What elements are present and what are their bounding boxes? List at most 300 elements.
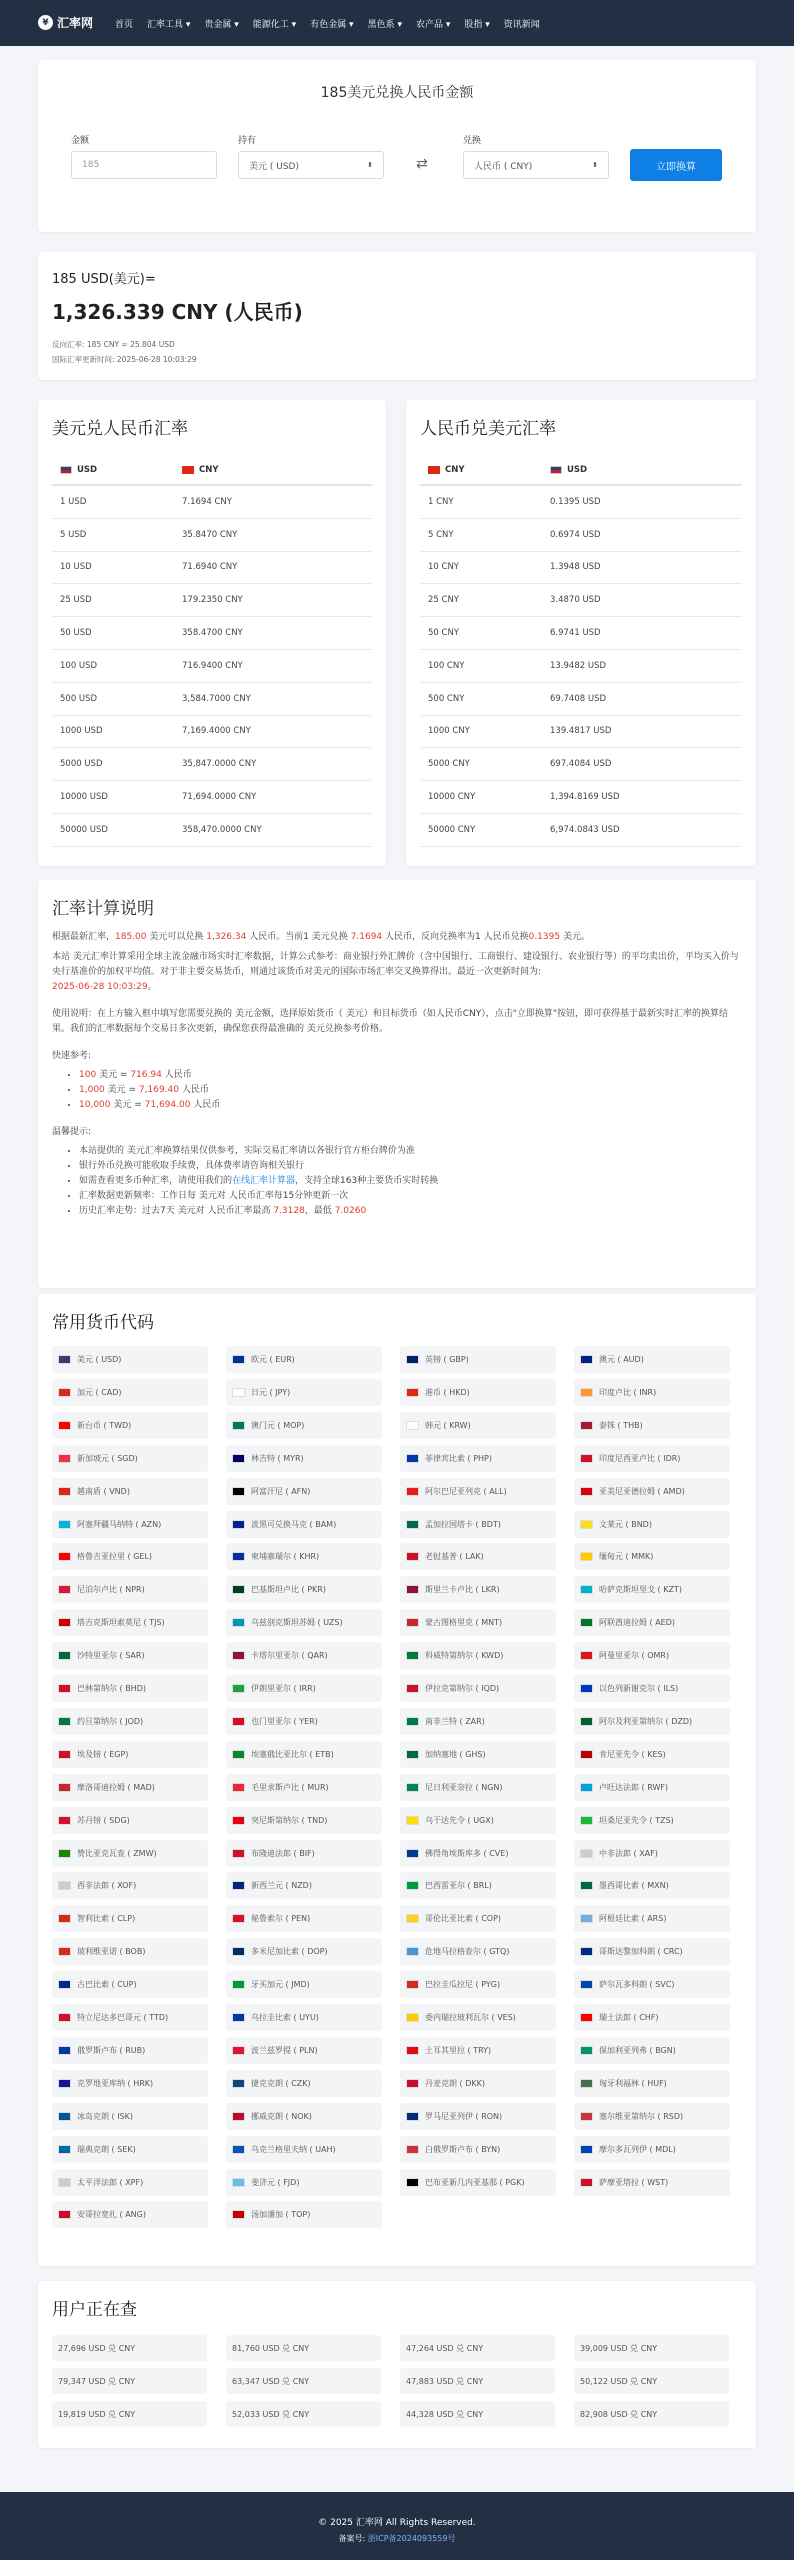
currency-code-item[interactable] [400,1840,556,1867]
currency-code-item[interactable] [52,1938,208,1965]
nav-item[interactable]: 有色金属 ▾ [310,20,354,30]
currency-code-item[interactable] [52,1905,208,1932]
currency-code-item[interactable] [574,1511,730,1538]
currency-code-item[interactable] [226,1412,382,1439]
flag-icon [406,2079,419,2088]
site-logo[interactable] [38,14,93,31]
table-cell: 1 USD [60,496,87,507]
flag-icon [580,1487,593,1496]
currency-code-item[interactable] [52,1872,208,1899]
recent-query-item[interactable]: 39,009 USD 兑 CNY [574,2335,729,2361]
text: 美元 = [113,1100,145,1110]
currency-code-item[interactable] [52,1774,208,1801]
flag-icon [406,1454,419,1463]
currency-code-item[interactable] [226,1840,382,1867]
currency-code-item[interactable] [52,2037,208,2064]
nav-item[interactable]: 能源化工 ▾ [252,20,297,30]
currency-code-item[interactable] [400,1971,556,1998]
table-cell: 1,394.8169 USD [550,792,620,803]
currency-code-item[interactable] [574,1642,730,1669]
currency-name: 印度卢比 ( INR) [599,1387,657,1397]
currency-name: 古巴比索 ( CUP) [77,1980,137,1990]
cn-flag-icon [428,466,440,474]
flag-icon [406,1552,419,1561]
from-currency-select[interactable] [238,151,384,179]
amount: 185.00 [115,932,147,942]
flag-icon [232,1618,245,1627]
currency-code-item[interactable] [52,1346,208,1373]
table-cell: 25 USD [60,595,92,606]
text: ，支持全球163种主要货币实时转换 [295,1176,439,1186]
flag-icon [406,1849,419,1858]
footer [0,2492,794,2560]
currency-name: 新西兰元 ( NZD) [251,1881,312,1891]
nav-links [115,17,540,30]
currency-code-item[interactable] [52,1675,208,1702]
currency-code-item[interactable] [400,2136,556,2163]
flag-icon [232,2013,245,2022]
currency-code-item[interactable] [226,1971,382,1998]
currency-code-item[interactable] [400,1543,556,1570]
currency-code-item[interactable] [226,1872,382,1899]
currency-code-item[interactable] [226,1708,382,1735]
currency-code-item[interactable] [574,1708,730,1735]
flag-icon [58,1552,71,1561]
convert-button[interactable]: 立即换算 [630,149,722,181]
currency-code-item[interactable] [226,1609,382,1636]
currency-code-item[interactable] [52,1840,208,1867]
flag-icon [406,1914,419,1923]
currency-name: 智利比索 ( CLP) [77,1914,136,1924]
flag-icon [580,1355,593,1364]
tips-title: 温馨提示: [52,1127,92,1137]
currency-name: 白俄罗斯卢布 ( BYN) [425,2144,501,2154]
flag-icon [406,1750,419,1759]
currency-name: 毛里求斯卢比 ( MUR) [251,1782,329,1792]
currency-code-item[interactable] [400,2103,556,2130]
currency-code-item[interactable] [400,1412,556,1439]
currency-code-item[interactable] [52,2169,208,2196]
table-row [52,683,372,716]
currency-name: 约旦第纳尔 ( JOD) [77,1716,144,1726]
currency-name: 卢旺达法郎 ( RWF) [599,1782,669,1792]
amount-input[interactable]: 185 [71,151,217,179]
currency-code-item[interactable] [400,1872,556,1899]
flag-icon [232,1849,245,1858]
currency-name: 阿联酋迪拉姆 ( AED) [599,1618,676,1628]
currency-code-item[interactable] [400,2070,556,2097]
flag-icon [58,2178,71,2187]
currency-code-item[interactable] [400,1774,556,1801]
flag-icon [232,2112,245,2121]
currency-code-item[interactable] [574,1346,730,1373]
nav-item[interactable]: 汇率工具 ▾ [147,20,191,30]
flag-icon [232,1816,245,1825]
currency-name: 阿尔及利亚第纳尔 ( DZD) [599,1716,693,1726]
flag-icon [232,1914,245,1923]
currency-code-item[interactable] [400,2037,556,2064]
currency-name: 尼泊尔卢比 ( NPR) [77,1585,145,1595]
text: ，最低 [304,1206,335,1216]
flag-icon [232,2145,245,2154]
currency-code-item[interactable] [226,1774,382,1801]
flag-icon [232,1454,245,1463]
currency-code-item[interactable] [574,1905,730,1932]
amount: 716.94 [130,1070,162,1080]
table-row [52,617,372,650]
currency-code-item[interactable] [226,1511,382,1538]
currency-name: 卡塔尔里亚尔 ( QAR) [251,1651,328,1661]
currency-code-item[interactable] [400,1445,556,1472]
currency-code-item[interactable] [574,1840,730,1867]
currency-name: 沙特里亚尔 ( SAR) [77,1651,145,1661]
currency-code-item[interactable] [574,2037,730,2064]
flag-icon [580,2145,593,2154]
currency-code-item[interactable] [52,1741,208,1768]
currency-name: 菲律宾比索 ( PHP) [425,1453,492,1463]
table-cell: 6.9741 USD [550,628,601,639]
currency-name: 美元 ( USD) [77,1355,122,1364]
currency-code-item[interactable] [574,1807,730,1834]
currency-code-item[interactable] [52,1609,208,1636]
currency-code-item[interactable] [574,1412,730,1439]
currency-code-item[interactable] [574,1872,730,1899]
currency-name: 多米尼加比索 ( DOP) [251,1947,328,1957]
currency-code-item[interactable] [226,1543,382,1570]
flag-icon [580,1816,593,1825]
currency-name: 太平洋法郎 ( XPF) [77,2177,144,2187]
flag-icon [406,1355,419,1364]
update-time: 国际汇率更新时间: 2025-06-28 10:03:29 [52,355,197,364]
recent-query-item[interactable]: 19,819 USD 兑 CNY [52,2401,207,2427]
flag-icon [406,1618,419,1627]
icp-link[interactable]: 浙ICP备2024093559号 [367,2534,456,2543]
currency-name: 佛得角埃斯库多 ( CVE) [425,1848,509,1858]
currency-code-item[interactable] [226,1741,382,1768]
currency-codes-title: 常用货币代码 [52,1313,154,1333]
nav-item[interactable]: 贵金属 ▾ [204,20,239,30]
currency-code-item[interactable] [226,2004,382,2031]
currency-code-item[interactable] [226,1642,382,1669]
recent-query-item[interactable]: 44,328 USD 兑 CNY [400,2401,555,2427]
table-cell: 35,847.0000 CNY [182,759,257,770]
currency-code-item[interactable] [52,1708,208,1735]
currency-code-item[interactable] [52,1543,208,1570]
table-header [52,456,372,486]
currency-name: 埃塞俄比亚比尔 ( ETB) [251,1749,334,1759]
table-row [52,716,372,749]
flag-icon [406,2013,419,2022]
currency-code-item[interactable] [226,2201,382,2228]
flag-icon [232,1388,245,1397]
currency-code-item[interactable] [52,2136,208,2163]
currency-name: 安哥拉宽扎 ( ANG) [77,2210,146,2220]
quick-ref-list [52,1068,742,1113]
nav-item[interactable]: 农产品 ▾ [415,20,451,30]
currency-name: 萨尔瓦多科朗 ( SVC) [599,1980,675,1990]
flag-icon [232,1487,245,1496]
currency-code-item[interactable] [400,2004,556,2031]
currency-code-item[interactable] [400,1576,556,1603]
currency-name: 南非兰特 ( ZAR) [425,1716,485,1726]
currency-code-item[interactable] [400,1675,556,1702]
update-time: 2025-06-28 10:03:29 [52,982,148,992]
list-item: • 汇率数据更新频率：工作日每 美元对 人民币汇率每15分钟更新一次 [79,1189,742,1204]
flag-icon [406,1947,419,1956]
currency-name: 澳门元 ( MOP) [251,1420,305,1430]
currency-name: 坦桑尼亚先令 ( TZS) [599,1815,674,1825]
currency-code-item[interactable] [226,2070,382,2097]
currency-name: 孟加拉国塔卡 ( BDT) [425,1519,501,1529]
currency-code-item[interactable] [574,1971,730,1998]
nav-item[interactable]: 股指 ▾ [464,20,490,30]
rate-summary [52,930,742,945]
currency-code-item[interactable] [400,1938,556,1965]
currency-code-item[interactable] [226,2103,382,2130]
table-cell: 500 USD [60,693,98,704]
currency-code-item[interactable] [226,1675,382,1702]
currency-name: 埃及镑 ( EGP) [77,1749,129,1759]
currency-code-item[interactable] [400,1741,556,1768]
flag-icon [580,1914,593,1923]
text: 根据最新汇率， [52,932,116,942]
table-cell: 3.4870 USD [550,595,601,606]
flag-icon [58,1388,71,1397]
flag-icon [232,1980,245,1989]
currency-code-item[interactable] [574,1774,730,1801]
flag-icon [232,1520,245,1529]
explanation-body [52,930,742,1219]
currency-code-item[interactable] [226,1379,382,1406]
recent-query-item[interactable]: 47,883 USD 兑 CNY [400,2368,555,2394]
currency-code-item[interactable] [574,1938,730,1965]
currency-code-item[interactable] [226,2169,382,2196]
flag-icon [406,2046,419,2055]
currency-code-item[interactable] [574,1543,730,1570]
currency-name: 特立尼达多巴哥元 ( TTD) [77,2013,169,2022]
swap-icon[interactable]: ⇄ [416,156,428,172]
currency-code-item[interactable] [226,1807,382,1834]
currency-name: 摩尔多瓦列伊 ( MDL) [599,2144,676,2154]
currency-code-item[interactable] [52,2201,208,2228]
currency-code-item[interactable] [226,1938,382,1965]
flag-icon [232,1947,245,1956]
flag-icon [58,1816,71,1825]
currency-code-item[interactable] [400,1511,556,1538]
table-cell: 5 CNY [428,529,454,540]
nav-item[interactable]: 资讯新闻 [503,20,540,30]
table-header [420,456,742,486]
currency-code-item[interactable] [226,1576,382,1603]
converter-title: 185美元兑换人民币金额 [320,85,474,101]
flag-icon [58,1355,71,1364]
currency-name: 保加利亚列弗 ( BGN) [599,2045,676,2055]
currency-code-item[interactable] [574,1478,730,1505]
flag-icon [58,2210,71,2219]
currency-code-item[interactable] [52,1379,208,1406]
table-cell: 7.1694 CNY [182,496,232,507]
tips-list [52,1144,742,1219]
currency-name: 巴林第纳尔 ( BHD) [77,1684,146,1693]
currency-code-item[interactable] [574,1675,730,1702]
recent-query-item[interactable]: 27,696 USD 兑 CNY [52,2335,207,2361]
column-header: USD [77,465,98,475]
flag-icon [406,1684,419,1693]
currency-code-item[interactable] [400,1708,556,1735]
currency-code-item[interactable] [52,1478,208,1505]
currency-code-item[interactable] [574,1445,730,1472]
currency-code-item[interactable] [574,1379,730,1406]
currency-code-item[interactable] [226,1346,382,1373]
currency-name: 缅甸元 ( MMK) [599,1552,654,1562]
flag-icon [58,1914,71,1923]
table-cell: 5000 USD [60,759,103,770]
currency-code-item[interactable] [574,1609,730,1636]
currency-code-item[interactable] [226,1905,382,1932]
currency-name: 林吉特 ( MYR) [251,1453,304,1463]
currency-code-item[interactable] [574,2004,730,2031]
amount: 100 [79,1070,97,1080]
flag-icon [58,1421,71,1430]
currency-name: 哥伦比亚比索 ( COP) [425,1914,502,1924]
currency-name: 阿富汗尼 ( AFN) [251,1486,311,1496]
amount-label: 金额 [71,136,90,146]
currency-code-item[interactable] [400,1346,556,1373]
currency-code-item[interactable] [226,1445,382,1472]
currency-name: 哈萨克斯坦坚戈 ( KZT) [599,1585,682,1595]
table-cell: 1 CNY [428,496,454,507]
currency-code-item[interactable] [574,1576,730,1603]
flag-icon [580,2112,593,2121]
to-currency-select[interactable] [463,151,609,179]
table-row [52,519,372,552]
currency-name: 塞尔维亚第纳尔 ( RSD) [599,2111,684,2121]
currency-code-item[interactable] [226,2037,382,2064]
currency-code-item[interactable] [400,1642,556,1669]
recent-query-item[interactable]: 79,347 USD 兑 CNY [52,2368,207,2394]
copyright: © 2025 汇率网 All Rights Reserved. [318,2518,476,2528]
to-label: 兑换 [463,136,482,146]
currency-code-item[interactable] [574,1741,730,1768]
currency-code-item[interactable] [226,2136,382,2163]
nav-item[interactable]: 首页 [115,20,134,30]
currency-name: 欧元 ( EUR) [251,1355,295,1364]
currency-code-item[interactable] [52,2004,208,2031]
flag-icon [580,1849,593,1858]
currency-code-item[interactable] [52,1412,208,1439]
rate: 7.0260 [334,1206,367,1216]
currency-name: 墨西哥比索 ( MXN) [599,1881,669,1891]
text: 人民币，反向兑换率为1 人民币兑换 [382,932,529,942]
currency-code-item[interactable] [52,1971,208,1998]
currency-name: 亚美尼亚德拉姆 ( AMD) [599,1486,685,1496]
currency-name: 乌干达先令 ( UGX) [425,1815,494,1825]
currency-code-item[interactable] [574,2103,730,2130]
currency-name: 加元 ( CAD) [77,1387,122,1397]
table-cell: 100 USD [60,660,98,671]
flag-icon [406,2112,419,2121]
currency-code-item[interactable] [400,1379,556,1406]
currency-code-item[interactable] [52,1807,208,1834]
table-cell: 7,169.4000 CNY [182,726,251,737]
flag-icon [580,1520,593,1529]
currency-name: 阿曼里亚尔 ( OMR) [599,1651,670,1661]
currency-code-item[interactable] [400,2169,556,2196]
flag-icon [580,1717,593,1726]
recent-query-item[interactable]: 50,122 USD 兑 CNY [574,2368,729,2394]
flag-icon [580,1585,593,1594]
currency-code-item[interactable] [52,1576,208,1603]
currency-code-item[interactable] [52,1445,208,1472]
recent-query-item[interactable]: 82,908 USD 兑 CNY [574,2401,729,2427]
flag-icon [58,2046,71,2055]
currency-name: 乌克兰格里夫纳 ( UAH) [251,2144,336,2154]
currency-code-item[interactable] [52,1642,208,1669]
currency-code-item[interactable] [400,1807,556,1834]
currency-name: 苏丹镑 ( SDG) [77,1815,130,1825]
currency-code-item[interactable] [400,1609,556,1636]
currency-name: 突尼斯第纳尔 ( TND) [251,1815,328,1825]
currency-name: 萨摩亚塔拉 ( WST) [599,2177,669,2187]
currency-name: 赞比亚克瓦查 ( ZMW) [77,1848,157,1858]
text: 人民币。当前1 美元兑换 [246,932,351,942]
currency-name: 秘鲁索尔 ( PEN) [251,1914,311,1924]
currency-code-item[interactable] [400,1478,556,1505]
currency-code-item[interactable] [574,2169,730,2196]
flag-icon [58,1454,71,1463]
currency-code-item[interactable] [400,1905,556,1932]
table-cell: 358,470.0000 CNY [182,824,262,835]
currency-code-item[interactable] [574,2136,730,2163]
flag-icon [232,1750,245,1759]
table-row [52,781,372,814]
currency-name: 巴基斯坦卢比 ( PKR) [251,1585,326,1595]
flag-icon [58,1717,71,1726]
flag-icon [406,1783,419,1792]
currency-name: 柬埔寨瑞尔 ( KHR) [251,1552,320,1562]
flag-icon [580,2046,593,2055]
currency-code-item[interactable] [574,2070,730,2097]
recent-query-item[interactable]: 52,033 USD 兑 CNY [226,2401,381,2427]
currency-code-item[interactable] [52,1511,208,1538]
currency-code-item[interactable] [226,1478,382,1505]
nav-item[interactable]: 黑色系 ▾ [367,20,402,30]
recent-query-item[interactable]: 81,760 USD 兑 CNY [226,2335,381,2361]
currency-name: 新台币 ( TWD) [77,1420,132,1430]
from-label: 持有 [238,136,257,146]
usd-cny-table [52,456,372,847]
table-cell: 69.7408 USD [550,693,607,704]
flag-icon [406,1585,419,1594]
table-cell: 10000 CNY [428,792,476,803]
flag-icon [580,2178,593,2187]
recent-query-item[interactable]: 63,347 USD 兑 CNY [226,2368,381,2394]
currency-code-item[interactable] [52,2070,208,2097]
recent-title: 用户正在查 [52,2300,137,2320]
currency-name: 肯尼亚先令 ( KES) [599,1749,666,1759]
flag-icon [406,1717,419,1726]
text: 本站 美元汇率计算采用全球主流金融市场实时汇率数据，计算公式参考：商业银行外汇牌价（含中国银行、工商银行、建设银行、农业银行等）的平均卖出价，平均买入价与央行基准价的加权平均值。对于非主要交易货币，则通过该货币对美元的国际市场汇率交叉换算得出。最近一次更新时间为: [52,952,739,977]
currency-code-item[interactable] [52,2103,208,2130]
currency-name: 格鲁吉亚拉里 ( GEL) [77,1552,153,1562]
currency-name: 新加坡元 ( SGD) [77,1453,138,1463]
calculator-link[interactable]: 在线汇率计算器 [232,1176,296,1186]
currency-name: 玻利维亚诺 ( BOB) [77,1947,146,1957]
flag-icon [406,2178,419,2187]
column-header: USD [567,465,588,475]
table-cell: 71,694.0000 CNY [182,792,257,803]
recent-query-item[interactable]: 47,264 USD 兑 CNY [400,2335,555,2361]
